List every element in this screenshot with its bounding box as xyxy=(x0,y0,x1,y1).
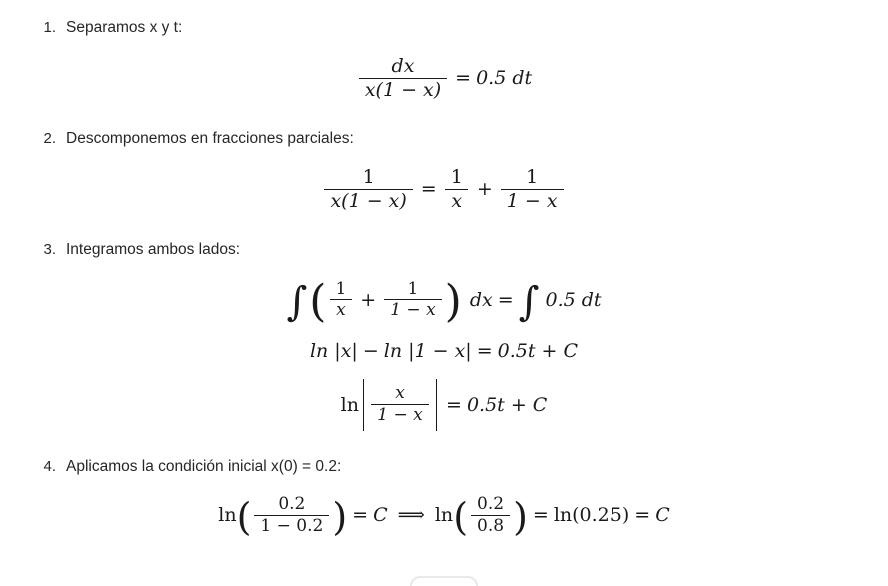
plus-sign: + xyxy=(360,288,377,311)
equation-log-cociente xyxy=(30,379,858,431)
equals-sign: = xyxy=(497,288,514,311)
step-number: 3. xyxy=(43,240,56,258)
equation-separacion-variables xyxy=(30,54,858,101)
step-number: 1. xyxy=(43,19,56,36)
differential-dx: dx xyxy=(469,288,493,311)
constant-c: C xyxy=(655,504,670,527)
fraction-numerator: 1 xyxy=(526,165,539,188)
scroll-indicator xyxy=(410,576,478,586)
ln-abs-1minusx: ln |1 − x| xyxy=(383,340,472,363)
left-paren: ( xyxy=(309,275,327,327)
fraction-numerator: 1 xyxy=(362,165,375,188)
fraction-denominator: x(1 − x) xyxy=(359,78,447,101)
integral-icon: ∫ xyxy=(518,279,540,326)
ln-value: ln(0.25) xyxy=(553,504,630,527)
equals-sign: = xyxy=(532,504,549,527)
fraction-numerator: 0.2 xyxy=(477,494,505,515)
step-number: 4. xyxy=(43,458,56,476)
equals-sign: = xyxy=(476,340,493,363)
plus-sign: + xyxy=(476,178,493,201)
right-paren: ) xyxy=(444,275,462,327)
fraction-denominator: x(1 − x) xyxy=(324,189,412,212)
ln-operator: ln xyxy=(218,504,237,527)
step-number: 2. xyxy=(43,129,56,147)
left-abs-bar xyxy=(363,379,364,431)
fraction-numerator: dx xyxy=(391,54,415,77)
equation-logaritmos xyxy=(30,342,858,361)
fraction-denominator: x xyxy=(330,299,352,320)
fraction-denominator: 0.8 xyxy=(471,515,510,536)
fraction-denominator: x xyxy=(445,189,468,212)
rhs-expression: 0.5 dt xyxy=(545,288,602,311)
list-item xyxy=(30,457,858,478)
right-paren: ) xyxy=(513,494,528,539)
rhs-expression: 0.5 dt xyxy=(476,67,533,90)
equals-sign: = xyxy=(420,178,437,201)
fraction-02-over-1minus02 xyxy=(254,496,329,536)
fraction-denominator: 1 − 0.2 xyxy=(254,515,329,536)
fraction-1-over-x xyxy=(445,165,469,212)
step-text-label: Separamos x y t: xyxy=(66,19,183,36)
ln-operator: ln xyxy=(340,393,359,416)
equals-sign: = xyxy=(634,504,651,527)
equals-sign: = xyxy=(352,504,369,527)
list-item xyxy=(30,18,858,39)
fraction-numerator: x xyxy=(395,383,405,404)
fraction-denominator: 1 − x xyxy=(384,299,441,320)
list-item xyxy=(30,240,858,261)
constant-c: C xyxy=(373,504,388,527)
fraction-numerator: 1 xyxy=(335,278,347,299)
fraction-1-over-1minusx xyxy=(501,165,564,212)
integral-icon: ∫ xyxy=(286,279,308,326)
fraction-02-over-08 xyxy=(471,496,510,536)
fraction-1-over-x xyxy=(329,278,352,321)
rhs-expression: 0.5t + C xyxy=(497,340,579,363)
right-paren: ) xyxy=(332,494,348,539)
fraction-1-over-x1minusx xyxy=(324,165,412,212)
fraction-dx-over-x1minusx xyxy=(359,54,447,101)
step-text xyxy=(66,18,182,39)
fraction-numerator: 1 xyxy=(450,165,463,188)
step-text-label: Integramos ambos lados: xyxy=(66,240,241,258)
equation-fracciones-parciales xyxy=(30,165,858,212)
equals-sign: = xyxy=(446,393,462,416)
right-abs-bar xyxy=(436,379,437,431)
step-text xyxy=(66,240,240,261)
fraction-numerator: 1 xyxy=(407,278,419,299)
fraction-x-over-1minusx xyxy=(371,385,428,425)
rhs-expression: 0.5t + C xyxy=(466,393,548,416)
fraction-numerator: 0.2 xyxy=(278,494,306,515)
left-paren: ( xyxy=(453,494,469,539)
equals-sign: = xyxy=(455,67,472,90)
equation-integral-ambos-lados xyxy=(30,275,858,327)
equation-condicion-inicial xyxy=(30,494,858,539)
ln-operator: ln xyxy=(434,504,454,527)
fraction-denominator: 1 − x xyxy=(501,189,564,212)
minus-sign: − xyxy=(362,340,379,363)
ln-abs-x: ln |x| xyxy=(309,340,358,363)
step-text xyxy=(66,457,341,478)
fraction-denominator: 1 − x xyxy=(371,404,428,425)
left-paren: ( xyxy=(236,494,252,539)
fraction-1-over-1minusx xyxy=(384,278,441,321)
implies-arrow-icon: ⟹ xyxy=(397,504,425,527)
step-text xyxy=(66,129,354,150)
list-item xyxy=(30,129,858,150)
step-text-label: Descomponemos en fracciones parciales: xyxy=(66,129,354,147)
step-text-label: Aplicamos la condición inicial x(0) = 0.2: xyxy=(66,458,342,476)
